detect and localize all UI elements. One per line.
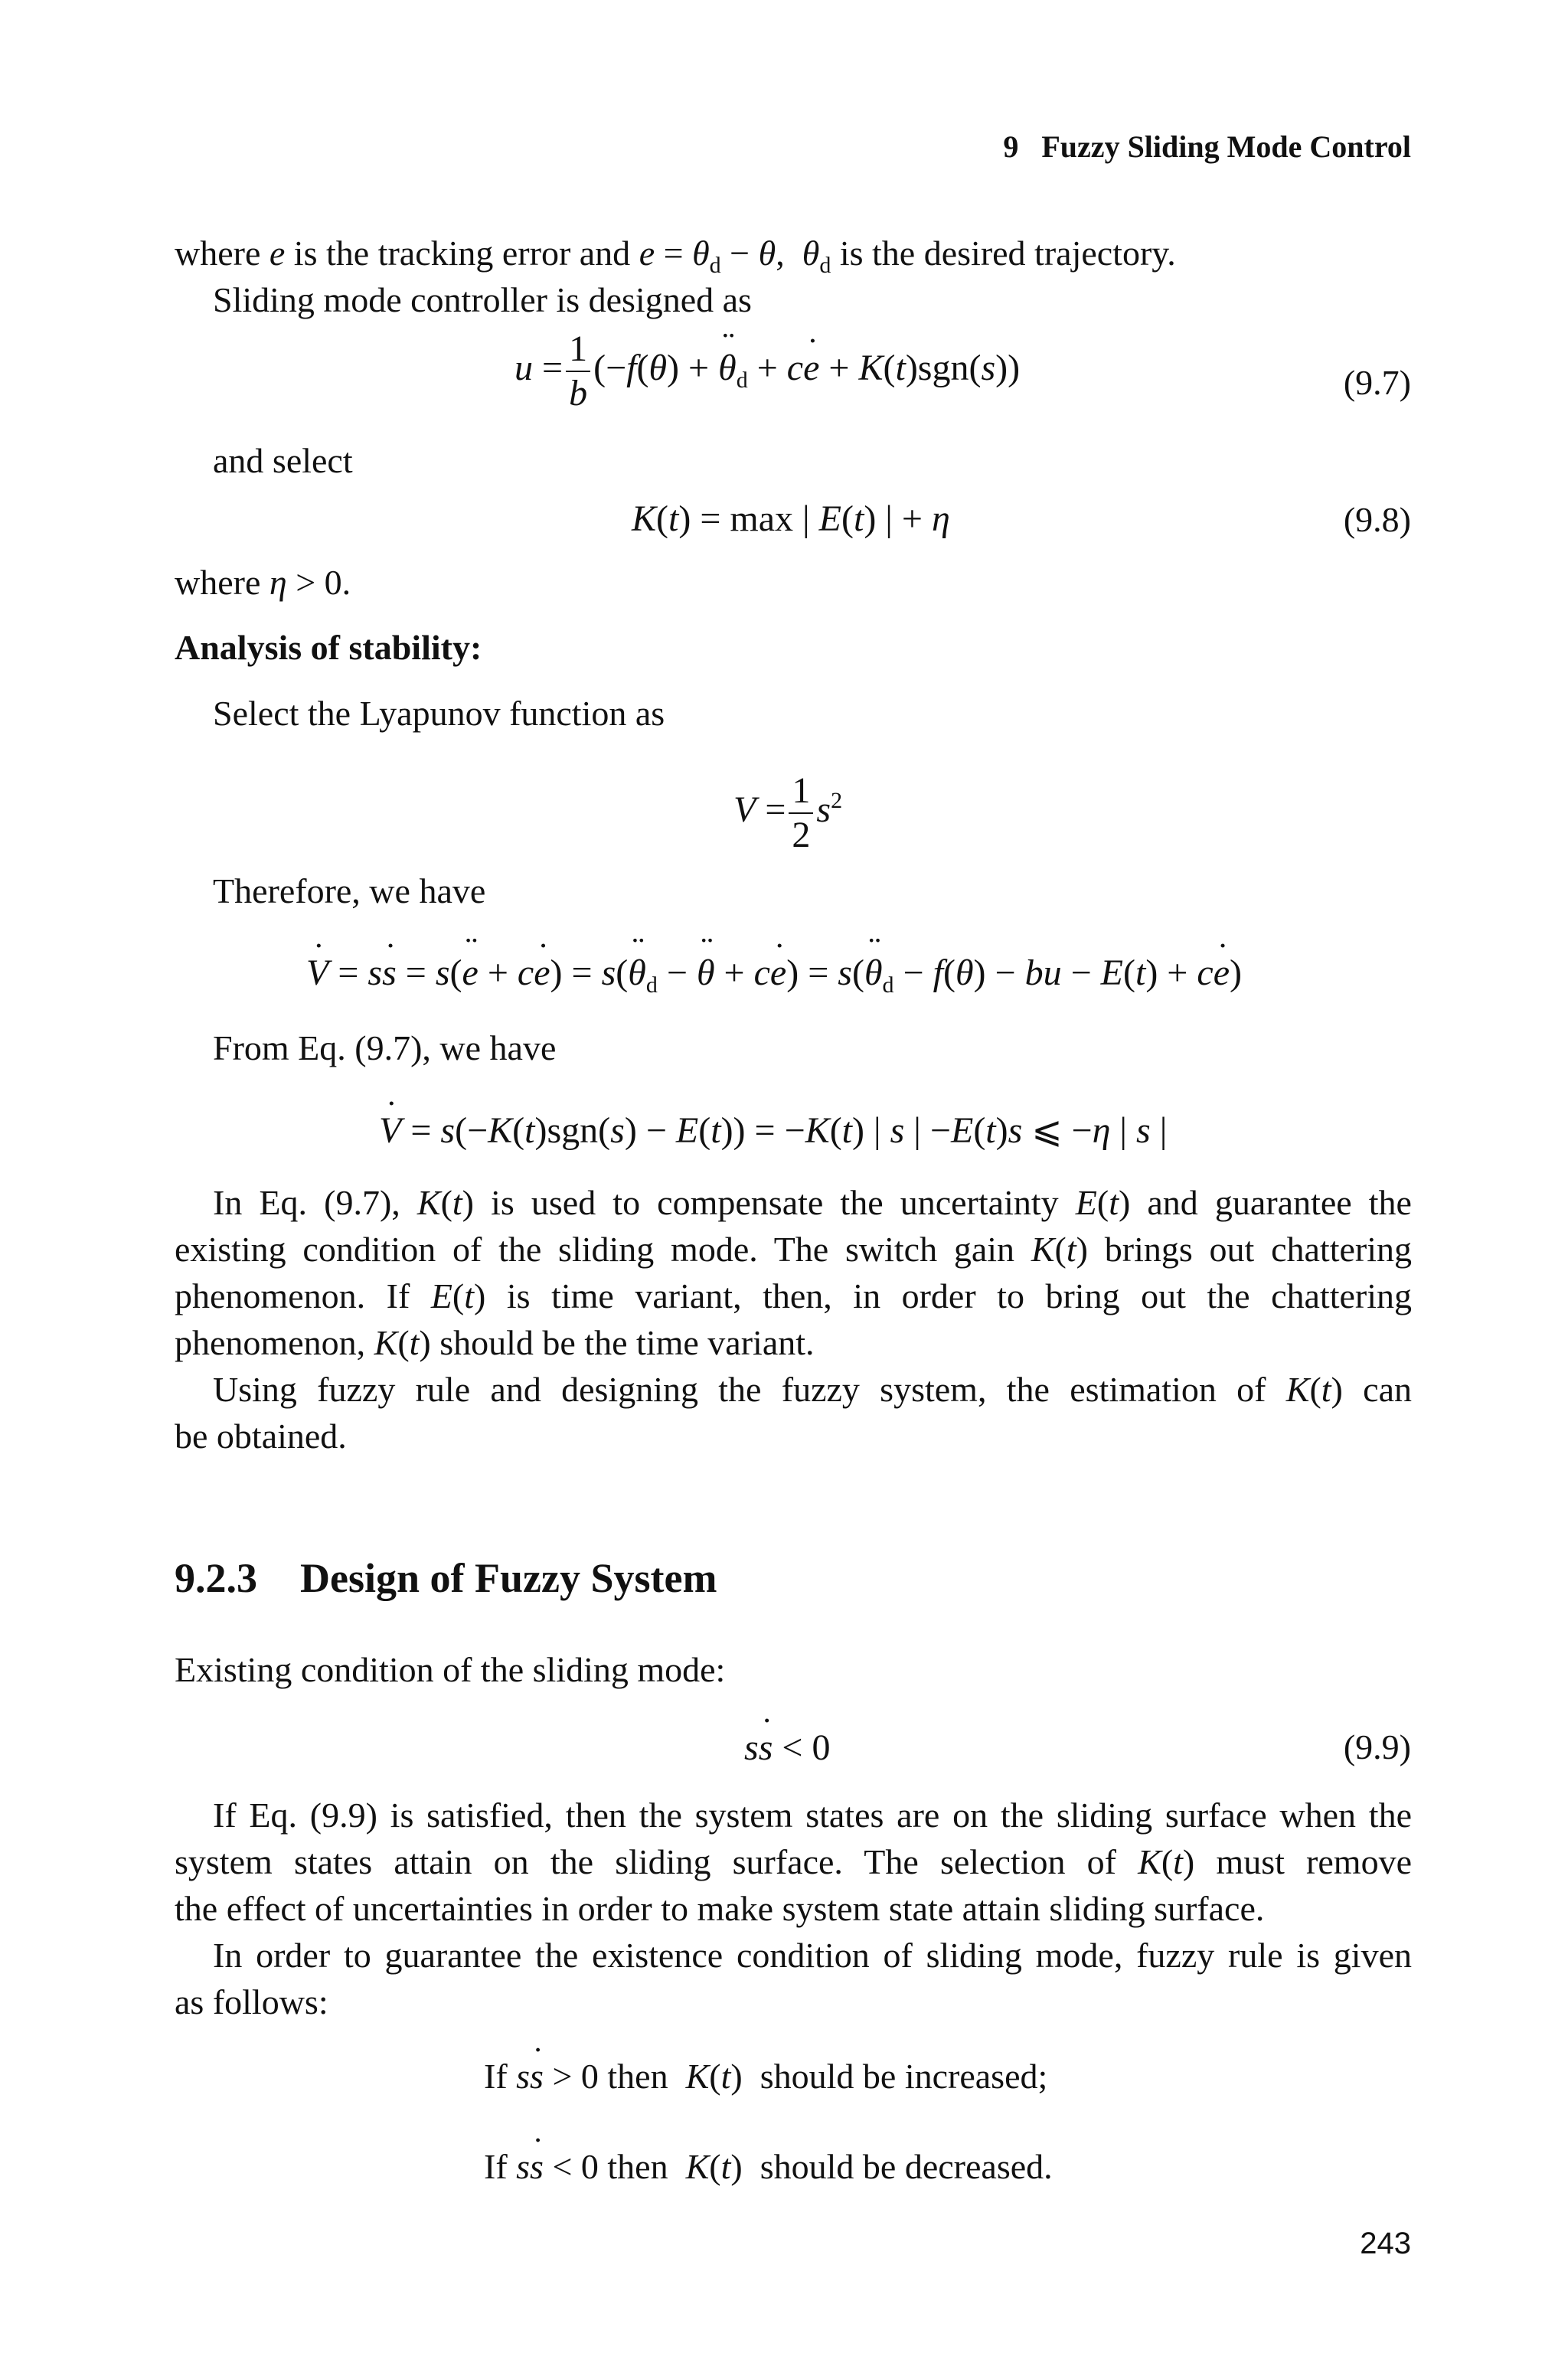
paragraph-line: Using fuzzy rule and designing the fuzzy system, the estimation of K(t) can: [213, 1370, 1412, 1409]
equation-number: (9.7): [1343, 363, 1411, 402]
chapter-title: Fuzzy Sliding Mode Control: [1041, 129, 1411, 164]
v-dot-derivation: V ˙ = ss ˙ = s(e ¨ + ce ˙) = s(θ $¨_d - \theta$ ¨ + ce ˙) = s(θ $¨_d - f(\theta)$ − bu − E(t) + ce ˙): [306, 952, 1242, 998]
equation-number: (9.8): [1343, 500, 1411, 539]
paragraph-line: as follows:: [175, 1982, 328, 2021]
lyapunov-equation: V = $\frac{1}{2}$ $s^2$: [733, 770, 843, 855]
section-title: Design of Fuzzy System: [300, 1555, 717, 1601]
page-number: 243: [1360, 2227, 1411, 2260]
where-e-line: where e is the tracking error and $e = \theta_d - \theta$, $\theta_d$ is the desired trajectory.: [175, 234, 1176, 278]
equation-number: (9.9): [1343, 1727, 1411, 1766]
section-number: 9.2.3: [175, 1555, 257, 1601]
paragraph-line: In Eq. (9.7), K(t) is used to compensate the uncertainty E(t) and guarantee the: [213, 1183, 1412, 1222]
existing-condition-line: Existing condition of the sliding mode:: [175, 1650, 726, 1689]
therefore-label: Therefore, we have: [213, 871, 486, 910]
and-select-label: and select: [213, 441, 353, 480]
paragraph-line: In order to guarantee the existence condition of sliding mode, fuzzy rule is given: [213, 1936, 1412, 1975]
equation-9-7: u = $\frac{1}{b}$ (−f(θ) + θ $¨_d$ + ce ˙ + K(t)sgn(s)): [514, 328, 1020, 415]
analysis-heading: Analysis of stability:: [175, 628, 482, 667]
chapter-number: 9: [1003, 129, 1019, 164]
equation-9-8: K(t) = max | E(t) | + η: [632, 498, 950, 539]
paragraph-line: phenomenon, K(t) should be the time variant.: [175, 1323, 815, 1362]
sliding-designed-line: Sliding mode controller is designed as: [213, 280, 752, 319]
paragraph-line: If Eq. (9.9) is satisfied, then the system states are on the sliding surface when the: [213, 1796, 1412, 1835]
paragraph-line: system states attain on the sliding surface. The selection of K(t) must remove: [175, 1842, 1412, 1881]
where-eta-line: where η > 0.: [175, 563, 351, 602]
fuzzy-rule-decrease: If ss ˙ < 0 then K(t) should be decreased.: [484, 2146, 1053, 2187]
paragraph-line: existing condition of the sliding mode. The switch gain K(t) brings out chattering: [175, 1230, 1412, 1269]
running-header: [1003, 129, 1411, 165]
paragraph-line: the effect of uncertainties in order to make system state attain sliding surface.: [175, 1889, 1265, 1928]
v-dot-result: V ˙ = s(−K(t)sgn(s) − E(t)) = −K(t) | s | −E(t)s ⩽ −η | s |: [379, 1109, 1167, 1152]
fuzzy-rule-increase: If ss ˙ > 0 then K(t) should be increased;: [484, 2056, 1047, 2096]
section-heading: [175, 1554, 717, 1602]
paragraph-line: phenomenon. If E(t) is time variant, then, in order to bring out the chattering: [175, 1276, 1413, 1315]
equation-9-9: ss ˙ < 0: [744, 1727, 830, 1769]
paragraph-line: be obtained.: [175, 1417, 347, 1456]
select-lyapunov-label: Select the Lyapunov function as: [213, 694, 665, 733]
from-eq-label: From Eq. (9.7), we have: [213, 1028, 557, 1067]
